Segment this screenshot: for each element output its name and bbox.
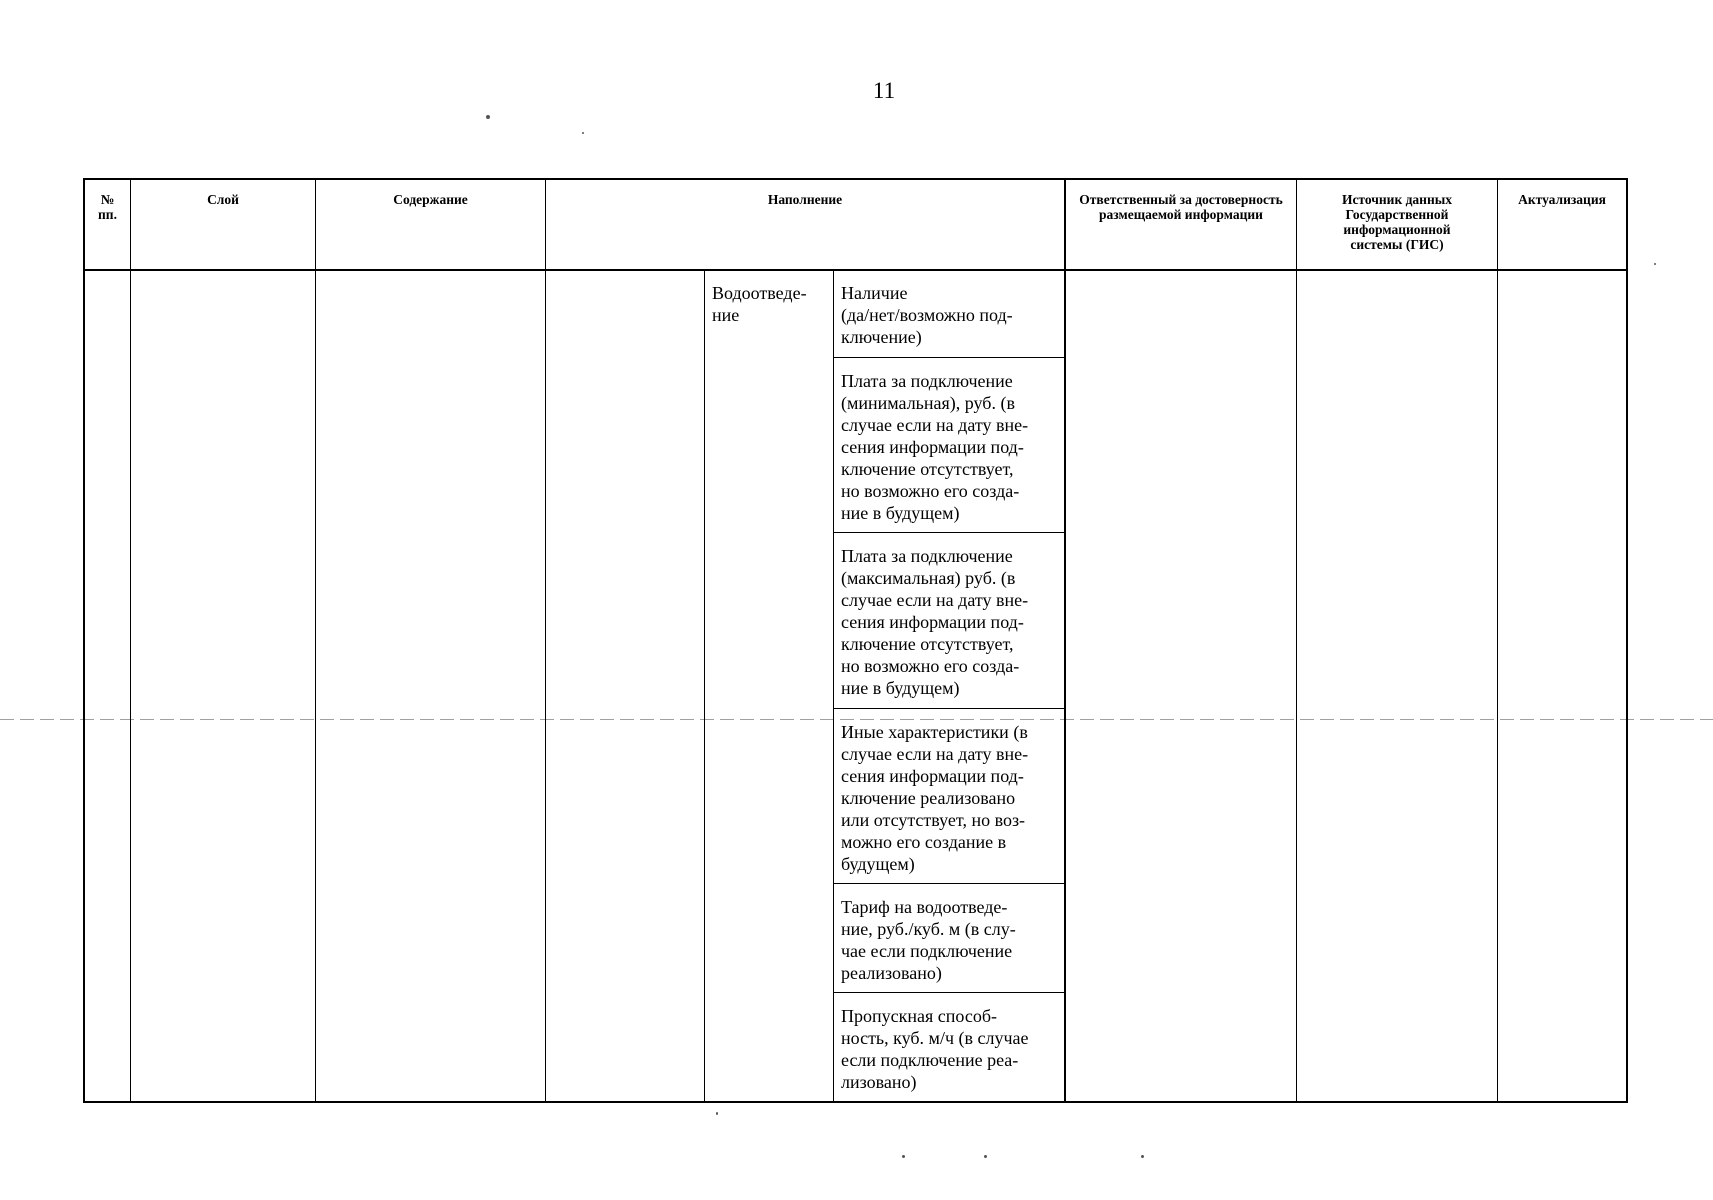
col-border-3 — [545, 178, 546, 1103]
filling-row-1: Наличие (да/нет/возможно под- ключение) — [841, 283, 1013, 347]
filling-row-2: Плата за подключение (минимальная), руб. (в случае если на дату вне- сения информации под- ключение отсутствует, но возможно его созда- ние в будущем) — [841, 371, 1029, 523]
col-border-6 — [1064, 178, 1066, 1103]
col-border-7 — [1296, 178, 1297, 1103]
header-filling: Наполнение — [767, 192, 843, 207]
document-table — [83, 178, 1628, 1103]
header-actualization: Актуализация — [1518, 192, 1606, 207]
filling-row-3: Плата за подключение (максимальная) руб. (в случае если на дату вне- сения информации под- ключение отсутствует, но возможно его созда- ние в будущем) — [841, 546, 1029, 698]
header-number: № пп. — [98, 192, 117, 222]
scan-speck — [582, 132, 584, 134]
filling-row-5: Тариф на водоотведе- ние, руб./куб. м (в слу- чае если подключение реализовано) — [841, 897, 1016, 983]
scan-speck — [486, 115, 490, 119]
col-border-4 — [704, 270, 705, 1103]
header-content: Содержание — [393, 192, 468, 207]
col-border-8 — [1497, 178, 1498, 1103]
scan-speck — [1654, 263, 1656, 265]
col-border-2 — [315, 178, 316, 1103]
scan-speck — [716, 1112, 718, 1115]
header-layer: Слой — [207, 192, 239, 207]
filling-row-4: Иные характеристики (в случае если на дату вне- сения информации под- ключение реализовано или отсутствует, но воз- можно его создание в будущем) — [841, 722, 1029, 874]
header-responsible: Ответственный за достоверность размещаемой информации — [1079, 192, 1283, 222]
scan-speck — [984, 1155, 987, 1158]
col-border-0 — [83, 178, 85, 1103]
col-border-1 — [130, 178, 131, 1103]
filling-row-6: Пропускная способ- ность, куб. м/ч (в случае если подключение реа- лизовано) — [841, 1006, 1029, 1092]
header-data-source: Источник данных Государственной информационной системы (ГИС) — [1341, 192, 1453, 252]
col-border-9 — [1626, 178, 1628, 1103]
scan-speck — [902, 1155, 905, 1158]
subcategory-cell: Водоотведе- ние — [712, 283, 807, 325]
page-number: 11 — [872, 78, 896, 103]
scan-speck — [1141, 1155, 1144, 1158]
